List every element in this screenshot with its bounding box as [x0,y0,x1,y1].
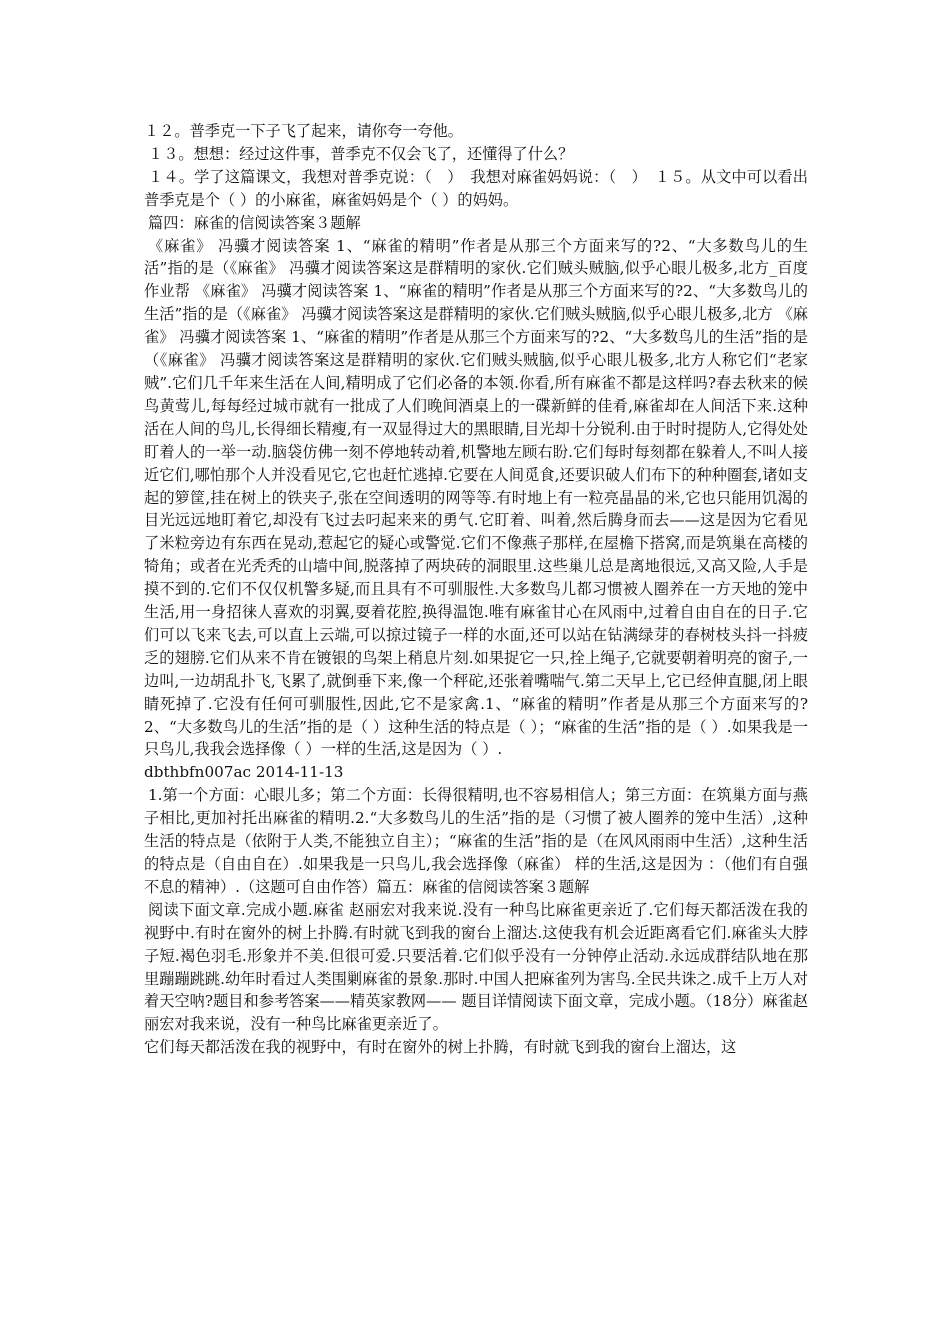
question-13: １３。想想：经过这件事，普季克不仅会飞了，还懂得了什么？ [148,144,574,163]
question-14-15: １４。学了这篇课文，我想对普季克说：（ ） 我想对麻雀妈妈说：（ ） １５。从文中可以看出普季克是个（ ）的小麻雀，麻雀妈妈是个（ ）的妈妈。 [144,167,808,209]
answer-paragraph: 1.第一个方面：心眼儿多；第二个方面：长得很精明,也不容易相信人；第三方面：在筑巢方面与燕子相比,更加衬托出麻雀的精明.2.“大多数鸟儿的生活”指的是（习惯了被人圈养的笼中生活）,这种生活的特点是（依附于人类,不能独立自主）；“麻雀的生活”指的是（在风风雨雨中生活）,这种生活的特点是（自由自在）.如果我是一只鸟儿,我会选择像（麻雀） 样的生活,这是因为 ：（他们有自强不息的精神）.（这题可自由作答）篇五：麻雀的信阅读答案３题解 [144,786,808,896]
question-12: １２。普季克一下子飞了起来，请你夸一夸他。 [144,122,463,140]
reading-passage-5: 阅读下面文章.完成小题.麻雀 赵丽宏对我来说.没有一种鸟比麻雀更亲近了.它们每天都活泼在我的视野中.有时在窗外的树上扑腾.有时就飞到我的窗台上溜达.这使我有机会近距离看它们.麻雀头大脖子短.褐色羽毛.形象并不美.但很可爱.只要活着.它们似乎没有一分钟停止活动.永远成群结队地在那里蹦蹦跳跳.幼年时看过人类围剿麻雀的景象.那时.中国人把麻雀列为害鸟.全民共诛之.成千上万人对着天空呐?题目和参考答案——精英家教网—— 题目详情阅读下面文章，完成小题。（18分）麻雀赵丽宏对我来说，没有一种鸟比麻雀更亲近了。 [144,900,808,1034]
article-sparrow-text: 《麻雀》 冯骥才阅读答案 1、“麻雀的精明”作者是从那三个方面来写的?2、“大多数鸟儿的生活”指的是（《麻雀》 冯骥才阅读答案这是群精明的家伙.它们贼头贼脑,似乎心眼儿极多,北方_百度作业帮 《麻雀》 冯骥才阅读答案 1、“麻雀的精明”作者是从那三个方面来写的?2、“大多数鸟儿的生活”指的是（《麻雀》 冯骥才阅读答案这是群精明的家伙.它们贼头贼脑,似乎心眼儿极多,北方 《麻雀》 冯骥才阅读答案 1、“麻雀的精明”作者是从那三个方面来写的?2、“大多数鸟儿的生活”指的是（《麻雀》 冯骥才阅读答案这是群精明的家伙.它们贼头贼脑,似乎心眼儿极多,北方人称它们“老家贼”.它们几千年来生活在人间,精明成了它们必备的本领.你看,所有麻雀不都是这样吗?春去秋来的候鸟黄莺儿,每每经过城市就有一批成了人们晚间酒桌上的一碟新鲜的佳肴,麻雀却在人间活下来.这种活在人间的鸟儿,长得细长精瘦,有一双显得过大的黑眼睛,目光却十分锐利.由于时时提防人,它得处处盯着人的一举一动.脑袋仿佛一刻不停地转动着,机警地左顾右盼.它们每时每刻都在躲着人,不叫人接近它们,哪怕那个人并没看见它,它也赶忙逃掉.它要在人间觅食,还要识破人们布下的种种圈套,诸如支起的箩筐,挂在树上的铁夹子,张在空间透明的网等等.有时地上有一粒亮晶晶的米,它也只能用饥渴的目光远远地盯着它,却没有飞过去叼起来来的勇气.它盯着、叫着,然后腾身而去——这是因为它看见了米粒旁边有东西在晃动,惹起它的疑心或警觉.它们不像燕子那样,在屋檐下搭窝,而是筑巢在高楼的犄角；或者在光秃秃的山墙中间,脱落掉了两块砖的洞眼里.这些巢儿总是离地很远,又高又险,人手是摸不到的.它们不仅仅机警多疑,而且具有不可驯服性.大多数鸟儿都习惯被人圈养在一方天地的笼中生活,用一身招徕人喜欢的羽翼,耍着花腔,换得温饱.唯有麻雀甘心在风雨中,过着自由自在的日子.它们可以飞来飞去,可以直上云端,可以掠过镜子一样的水面,还可以站在钻满绿芽的春树枝头抖一抖疲乏的翅膀.它们从来不肯在镀银的鸟架上稍息片刻.如果捉它一只,拴上绳子,它就要朝着明亮的窗子,一边叫,一边胡乱扑飞,飞累了,就倒垂下来,像一个秤砣,还张着嘴喘气.第二天早上,它已经伸直腿,闭上眼睛死掉了.它没有任何可驯服性,因此,它不是家禽.1、“麻雀的精明”作者是从那三个方面来写的?2、“大多数鸟儿的生活”指的是（ ）这种生活的特点是（ ）；“麻雀的生活”指的是（ ）.如果我是一只鸟儿,我我会选择像（ ）一样的生活,这是因为（ ）. [144,236,808,759]
passage-continuation: 它们每天都活泼在我的视野中，有时在窗外的树上扑腾，有时就飞到我的窗台上溜达，这 [144,1038,737,1057]
author-date-line: dbthbfn007ac 2014-11-13 [144,763,344,782]
section-heading-4: 篇四：麻雀的信阅读答案３题解 [148,213,361,232]
document-body [144,120,808,1059]
